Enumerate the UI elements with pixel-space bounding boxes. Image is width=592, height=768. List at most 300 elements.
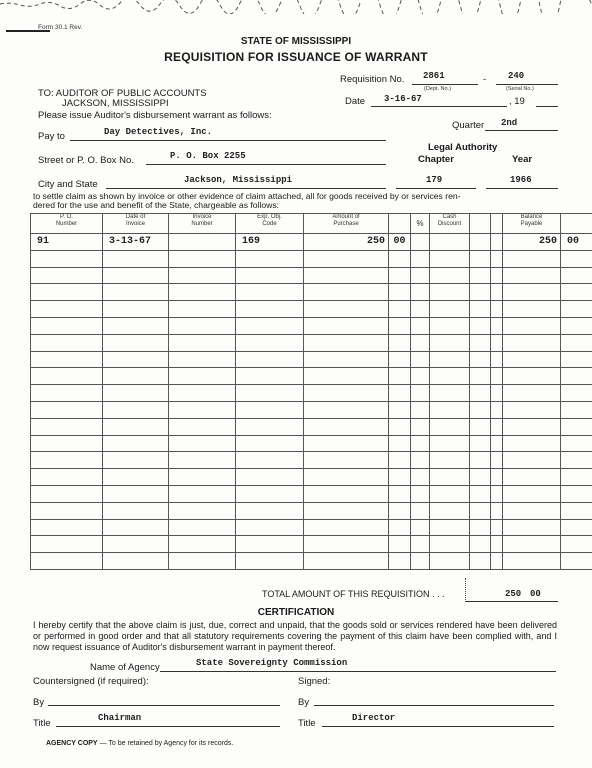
agency-label: Name of Agency [90, 662, 160, 673]
dept-number-caption: (Dept. No.) [424, 86, 451, 92]
empty-cell [169, 536, 236, 553]
table-header-row [31, 214, 592, 234]
legal-authority-heading: Legal Authority [428, 142, 498, 153]
empty-cell [103, 452, 169, 469]
empty-cell [503, 301, 561, 318]
empty-cell [470, 418, 491, 435]
empty-cell [304, 485, 389, 502]
empty-cell [491, 334, 503, 351]
empty-cell [503, 519, 561, 536]
empty-cell [389, 536, 411, 553]
empty-cell [389, 435, 411, 452]
empty-cell [491, 485, 503, 502]
column-header: % [411, 214, 430, 234]
quarter-label: Quarter [452, 120, 485, 131]
empty-cell [411, 284, 430, 301]
empty-cell [491, 317, 503, 334]
empty-cell [304, 553, 389, 570]
date-value: 3-16-67 [384, 94, 422, 104]
empty-cell [31, 418, 103, 435]
empty-cell [169, 519, 236, 536]
po-number-cell: 91 [31, 234, 103, 251]
empty-cell [411, 485, 430, 502]
empty-cell [470, 401, 491, 418]
agency-line [160, 671, 556, 672]
empty-cell [470, 351, 491, 368]
table-row [31, 334, 592, 351]
empty-cell [491, 351, 503, 368]
empty-cell [561, 536, 592, 553]
table-row [31, 317, 592, 334]
empty-cell [389, 469, 411, 486]
agency-copy-label: AGENCY COPY [46, 740, 98, 747]
empty-cell [31, 301, 103, 318]
amount-cents-cell: 00 [389, 234, 411, 251]
discount-cents-cell [470, 234, 491, 251]
by-line-right [314, 705, 554, 706]
settle-text-line2: dered for the use and benefit of the State, chargeable as follows: [33, 200, 280, 210]
empty-cell [389, 519, 411, 536]
empty-cell [470, 519, 491, 536]
empty-cell [561, 418, 592, 435]
empty-cell [411, 519, 430, 536]
empty-cell [470, 553, 491, 570]
empty-cell [236, 485, 304, 502]
empty-cell [503, 284, 561, 301]
date-label: Date [345, 96, 366, 107]
empty-cell [430, 435, 470, 452]
empty-cell [103, 435, 169, 452]
column-header [561, 214, 592, 234]
page-title: REQUISITION FOR ISSUANCE OF WARRANT [164, 50, 428, 64]
empty-cell [389, 284, 411, 301]
empty-cell [389, 267, 411, 284]
empty-cell [389, 250, 411, 267]
serial-number-line [496, 84, 558, 85]
empty-cell [430, 553, 470, 570]
exp-code-cell: 169 [236, 234, 304, 251]
serial-number-caption: (Serial No.) [506, 86, 534, 92]
city-value: Jackson, Mississippi [184, 175, 293, 185]
empty-cell [561, 301, 592, 318]
year-line [486, 188, 558, 189]
total-label: TOTAL AMOUNT OF THIS REQUISITION . . . [262, 589, 445, 599]
empty-cell [411, 250, 430, 267]
to-auditor-line: TO: AUDITOR OF PUBLIC ACCOUNTS [38, 88, 207, 99]
invoice-number-cell [169, 234, 236, 251]
empty-cell [31, 284, 103, 301]
empty-cell [503, 368, 561, 385]
empty-cell [491, 267, 503, 284]
empty-cell [389, 452, 411, 469]
empty-cell [236, 334, 304, 351]
charges-table [30, 213, 592, 570]
table-row [31, 469, 592, 486]
empty-cell [503, 401, 561, 418]
empty-cell [169, 452, 236, 469]
empty-cell [169, 485, 236, 502]
empty-cell [103, 553, 169, 570]
empty-cell [31, 334, 103, 351]
to-city-line: JACKSON, MISSISSIPPI [62, 98, 169, 109]
empty-cell [31, 317, 103, 334]
year-value: 1966 [510, 175, 532, 185]
empty-cell [304, 401, 389, 418]
empty-cell [169, 418, 236, 435]
empty-cell [304, 519, 389, 536]
empty-cell [236, 284, 304, 301]
empty-cell [503, 267, 561, 284]
empty-cell [411, 469, 430, 486]
empty-cell [31, 519, 103, 536]
total-box-left [465, 578, 466, 602]
empty-cell [411, 452, 430, 469]
dept-number-line [412, 84, 478, 85]
empty-cell [389, 301, 411, 318]
empty-cell [304, 284, 389, 301]
empty-cell [503, 553, 561, 570]
empty-cell [503, 351, 561, 368]
empty-cell [304, 469, 389, 486]
empty-cell [169, 284, 236, 301]
empty-cell [389, 351, 411, 368]
street-line [146, 164, 386, 165]
signed-label: Signed: [298, 676, 331, 687]
instruction-text: Please issue Auditor's disbursement warrant as follows: [38, 110, 272, 121]
empty-cell [430, 519, 470, 536]
empty-cell [503, 452, 561, 469]
empty-cell [430, 334, 470, 351]
table-row [31, 536, 592, 553]
empty-cell [430, 502, 470, 519]
total-box-bottom [465, 601, 558, 602]
empty-cell [304, 502, 389, 519]
certification-text: I hereby certify that the above claim is just, due, correct and unpaid, that the goods sold or services rendered have been delivered or performed in good order and that all statutory requirements covering the payment of this claim have been complied with, and I now request issuance of Auditor's disbursement warrant in payment thereof. [33, 620, 557, 652]
empty-cell [236, 317, 304, 334]
empty-cell [103, 317, 169, 334]
empty-cell [430, 485, 470, 502]
empty-cell [169, 250, 236, 267]
empty-cell [491, 469, 503, 486]
empty-cell [561, 452, 592, 469]
empty-cell [503, 435, 561, 452]
empty-cell [169, 401, 236, 418]
form-number: Form 30.1 Rev. [38, 24, 83, 31]
by-line-left [48, 705, 280, 706]
empty-cell [561, 334, 592, 351]
empty-cell [31, 553, 103, 570]
empty-cell [236, 536, 304, 553]
table-row [31, 368, 592, 385]
empty-cell [389, 317, 411, 334]
empty-cell [411, 553, 430, 570]
table-row [31, 435, 592, 452]
empty-cell [561, 469, 592, 486]
empty-cell [503, 536, 561, 553]
empty-cell [169, 334, 236, 351]
empty-cell [561, 553, 592, 570]
balance-cell: 250 [503, 234, 561, 251]
date-year-suffix: , 19 [509, 96, 525, 107]
empty-cell [491, 418, 503, 435]
empty-cell [470, 368, 491, 385]
empty-cell [491, 385, 503, 402]
empty-cell [169, 385, 236, 402]
column-header: Invoice Number [169, 214, 236, 234]
empty-cell [561, 267, 592, 284]
table-row [31, 553, 592, 570]
empty-cell [411, 267, 430, 284]
total-cents: 00 [530, 589, 541, 599]
empty-cell [503, 469, 561, 486]
empty-cell [304, 368, 389, 385]
column-header: Cash Discount [430, 214, 470, 234]
empty-cell [561, 385, 592, 402]
empty-cell [491, 401, 503, 418]
empty-cell [503, 250, 561, 267]
empty-cell [430, 317, 470, 334]
empty-cell [169, 435, 236, 452]
by-label-right: By [298, 697, 310, 708]
table-row [31, 519, 592, 536]
title-line-right [322, 726, 554, 727]
empty-cell [389, 401, 411, 418]
agency-value: State Sovereignty Commission [196, 658, 348, 668]
empty-cell [411, 435, 430, 452]
empty-cell [389, 502, 411, 519]
empty-cell [411, 334, 430, 351]
empty-cell [561, 284, 592, 301]
perforation-edge [0, 0, 592, 14]
empty-cell [561, 519, 592, 536]
chapter-line [396, 188, 476, 189]
form-number-strike [6, 30, 50, 32]
table-row [31, 502, 592, 519]
empty-cell [304, 301, 389, 318]
empty-cell [411, 351, 430, 368]
empty-cell [236, 368, 304, 385]
city-line [106, 188, 386, 189]
empty-cell [31, 502, 103, 519]
empty-cell [103, 385, 169, 402]
empty-cell [103, 469, 169, 486]
dept-number-value: 2861 [423, 71, 445, 81]
column-header: P. O. Number [31, 214, 103, 234]
empty-cell [236, 435, 304, 452]
empty-cell [236, 401, 304, 418]
total-value: 250 [505, 589, 522, 599]
empty-cell [31, 351, 103, 368]
empty-cell [236, 553, 304, 570]
empty-cell [236, 385, 304, 402]
table-body [31, 234, 592, 570]
empty-cell [31, 250, 103, 267]
chapter-value: 179 [426, 175, 443, 185]
empty-cell [304, 536, 389, 553]
percent-cell [411, 234, 430, 251]
empty-cell [503, 502, 561, 519]
empty-cell [236, 452, 304, 469]
empty-cell [561, 317, 592, 334]
empty-cell [103, 418, 169, 435]
empty-cell [411, 502, 430, 519]
empty-cell [561, 435, 592, 452]
empty-cell [430, 368, 470, 385]
empty-cell [430, 385, 470, 402]
empty-cell [561, 368, 592, 385]
column-header [491, 214, 503, 234]
empty-cell [503, 317, 561, 334]
empty-cell [169, 351, 236, 368]
chapter-label: Chapter [418, 154, 454, 165]
empty-cell [491, 553, 503, 570]
empty-cell [304, 385, 389, 402]
empty-cell [389, 385, 411, 402]
empty-cell [31, 267, 103, 284]
empty-cell [103, 284, 169, 301]
empty-cell [503, 485, 561, 502]
empty-cell [561, 502, 592, 519]
empty-cell [491, 284, 503, 301]
empty-cell [491, 435, 503, 452]
table-row [31, 234, 592, 251]
empty-cell [411, 385, 430, 402]
empty-cell [31, 452, 103, 469]
agency-copy-note: — To be retained by Agency for its records. [99, 740, 234, 747]
empty-cell [304, 317, 389, 334]
column-header [470, 214, 491, 234]
empty-cell [103, 351, 169, 368]
empty-cell [103, 536, 169, 553]
empty-cell [169, 469, 236, 486]
date-year-line [536, 106, 558, 107]
table-row [31, 267, 592, 284]
empty-cell [103, 502, 169, 519]
quarter-value: 2nd [501, 118, 518, 128]
empty-cell [169, 267, 236, 284]
pay-to-value: Day Detectives, Inc. [104, 127, 213, 137]
empty-cell [169, 553, 236, 570]
empty-cell [304, 267, 389, 284]
empty-cell [169, 301, 236, 318]
empty-cell [31, 536, 103, 553]
city-label: City and State [38, 179, 98, 190]
empty-cell [236, 502, 304, 519]
by-label-left: By [33, 697, 45, 708]
empty-cell [491, 502, 503, 519]
column-header: Amount of Purchase [304, 214, 389, 234]
empty-cell [411, 368, 430, 385]
empty-cell [430, 250, 470, 267]
empty-cell [389, 418, 411, 435]
amount-cell: 250 [304, 234, 389, 251]
title-label-right: Title [298, 718, 316, 729]
table-row [31, 485, 592, 502]
empty-cell [389, 334, 411, 351]
empty-cell [236, 267, 304, 284]
empty-cell [411, 401, 430, 418]
table-row [31, 284, 592, 301]
empty-cell [389, 553, 411, 570]
empty-cell [169, 502, 236, 519]
empty-cell [430, 469, 470, 486]
agency-copy-footer [46, 740, 233, 747]
empty-cell [470, 334, 491, 351]
empty-cell [169, 317, 236, 334]
requisition-dash: - [483, 74, 487, 85]
empty-cell [430, 267, 470, 284]
empty-cell [304, 418, 389, 435]
countersigned-label: Countersigned (if required): [33, 676, 149, 687]
empty-cell [169, 368, 236, 385]
quarter-line [485, 130, 558, 131]
empty-cell [503, 385, 561, 402]
empty-cell [31, 368, 103, 385]
empty-cell [236, 469, 304, 486]
empty-cell [236, 519, 304, 536]
empty-cell [470, 502, 491, 519]
table-row [31, 250, 592, 267]
empty-cell [470, 485, 491, 502]
empty-cell [103, 519, 169, 536]
empty-cell [304, 452, 389, 469]
empty-cell [430, 536, 470, 553]
empty-cell [470, 435, 491, 452]
street-label: Street or P. O. Box No. [38, 155, 134, 166]
empty-cell [304, 351, 389, 368]
column-header: Exp. Obj. Code [236, 214, 304, 234]
empty-cell [304, 334, 389, 351]
state-heading: STATE OF MISSISSIPPI [240, 36, 352, 47]
empty-cell [430, 452, 470, 469]
empty-cell [103, 485, 169, 502]
column-header [389, 214, 411, 234]
empty-cell [103, 334, 169, 351]
pay-to-label: Pay to [38, 131, 65, 142]
empty-cell [31, 485, 103, 502]
empty-cell [470, 536, 491, 553]
empty-cell [470, 469, 491, 486]
empty-cell [103, 301, 169, 318]
empty-cell [561, 485, 592, 502]
empty-cell [503, 418, 561, 435]
empty-cell [561, 351, 592, 368]
empty-cell [236, 418, 304, 435]
table-row [31, 351, 592, 368]
empty-cell [236, 301, 304, 318]
empty-cell [430, 301, 470, 318]
empty-cell [236, 351, 304, 368]
empty-cell [31, 401, 103, 418]
empty-cell [31, 435, 103, 452]
table-row [31, 418, 592, 435]
empty-cell [430, 401, 470, 418]
settle-text-line1: to settle claim as shown by invoice or other evidence of claim attached, all for goods received by or services ren- [33, 191, 461, 201]
title-line-left [56, 726, 280, 727]
invoice-date-cell: 3-13-67 [103, 234, 169, 251]
empty-cell [430, 351, 470, 368]
street-value: P. O. Box 2255 [170, 151, 246, 161]
title-label-left: Title [33, 718, 51, 729]
serial-number-value: 240 [508, 71, 525, 81]
certification-heading: CERTIFICATION [257, 607, 335, 618]
empty-cell [470, 385, 491, 402]
empty-cell [430, 418, 470, 435]
requisition-label: Requisition No. [340, 74, 405, 85]
empty-cell [491, 452, 503, 469]
empty-cell [304, 250, 389, 267]
column-header: Balance Payable [503, 214, 561, 234]
